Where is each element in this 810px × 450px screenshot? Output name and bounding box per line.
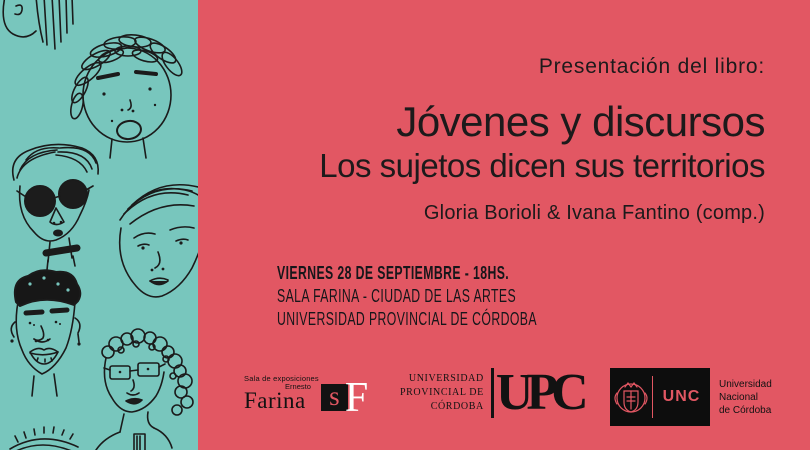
farina-logo-text <box>244 374 319 411</box>
book-authors: Gloria Borioli & Ivana Fantino (comp.) <box>423 202 765 224</box>
illustration-panel <box>0 0 198 450</box>
small-book-sketch-icon <box>134 434 145 450</box>
face-glasses-curly-hair-icon <box>96 329 193 450</box>
upc-logo-bar <box>491 368 494 418</box>
face-flattop-big-lips-icon <box>10 270 80 396</box>
unc-logo-box <box>610 368 710 426</box>
face-slicked-hair-smile-icon <box>120 185 198 297</box>
book-subtitle: Los sujetos dicen sus territorios <box>319 147 765 184</box>
faces-illustration <box>0 0 198 450</box>
unc-mark: UNC <box>662 388 701 405</box>
upc-line2: PROVINCIAL DE <box>400 387 484 398</box>
book-title: Jóvenes y discursos <box>396 98 765 145</box>
farina-sf-mark-square <box>321 380 348 411</box>
farina-line1: Sala de exposiciones <box>244 374 319 383</box>
farina-mark-f: F <box>344 375 369 422</box>
unc-crest-icon <box>610 375 652 419</box>
spiky-hair-partial-icon <box>10 427 78 450</box>
headline-stack <box>319 55 765 225</box>
unc-caption-line3: de Córdoba <box>719 404 772 416</box>
unc-logo <box>610 368 772 426</box>
face-partial-long-hair-icon <box>3 0 73 49</box>
farina-line2: Ernesto <box>285 382 311 391</box>
farina-name: Farina <box>244 388 306 413</box>
kicker-text: Presentación del libro: <box>538 55 765 78</box>
farina-logo <box>244 374 369 422</box>
upc-line3: CÓRDOBA <box>430 401 484 412</box>
farina-mark-s: s <box>329 380 340 411</box>
unc-caption-line2: Nacional <box>719 391 758 403</box>
event-venue: SALA FARINA - CIUDAD DE LAS ARTES <box>277 286 517 306</box>
upc-mark: UPC <box>495 363 582 421</box>
content-panel <box>198 0 810 450</box>
event-datetime: VIERNES 28 DE SEPTIEMBRE - 18HS. <box>277 263 510 283</box>
face-round-sunglasses-icon <box>13 144 98 270</box>
unc-caption-line1: Universidad <box>719 378 772 390</box>
upc-logo-text <box>400 372 484 414</box>
unc-caption <box>719 378 772 417</box>
upc-logo <box>400 363 590 421</box>
upc-line1: UNIVERSIDAD <box>408 373 484 384</box>
logo-row <box>198 363 810 430</box>
event-institution: UNIVERSIDAD PROVINCIAL DE CÓRDOBA <box>277 309 537 329</box>
event-details <box>277 262 659 331</box>
face-leafy-hair-surprised-icon <box>69 33 186 158</box>
